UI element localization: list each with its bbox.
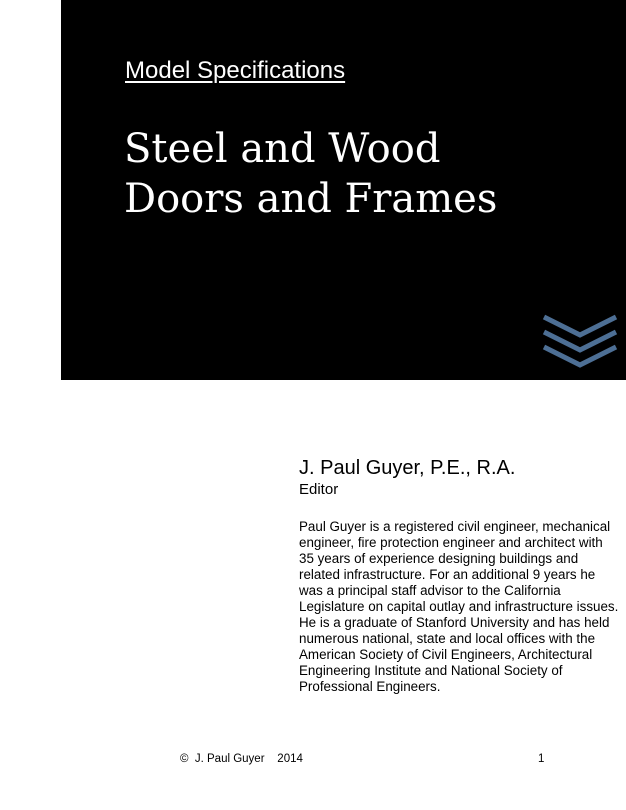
book-title-line-1: Steel and Wood [124, 126, 441, 172]
author-bio: Paul Guyer is a registered civil engineer, mechanical engineer, fire protection engineer and architect with 35 years of experience designing buildings and related infrastructure. For an additional 9 years he was a principal staff advisor to the California Legislature on capital outlay and infrastructure issues. He is a graduate of Stanford University and has held numerous national, state and local offices with the American Society of Civil Engineers, Architectural Engineering Institute and National Society of Professional Engineers. [299, 519, 619, 694]
footer-copyright: © J. Paul Guyer 2014 [180, 753, 303, 765]
page-number: 1 [538, 753, 545, 765]
author-block [299, 456, 621, 695]
chevron-1 [544, 317, 616, 335]
chevron-down-icon [542, 313, 618, 371]
series-label: Model Specifications [125, 57, 346, 84]
author-name: J. Paul Guyer, P.E., R.A. [299, 457, 516, 479]
cover-banner [61, 0, 626, 380]
author-role: Editor [299, 481, 339, 498]
book-title-line-2: Doors and Frames [124, 176, 498, 222]
book-title [124, 124, 497, 224]
